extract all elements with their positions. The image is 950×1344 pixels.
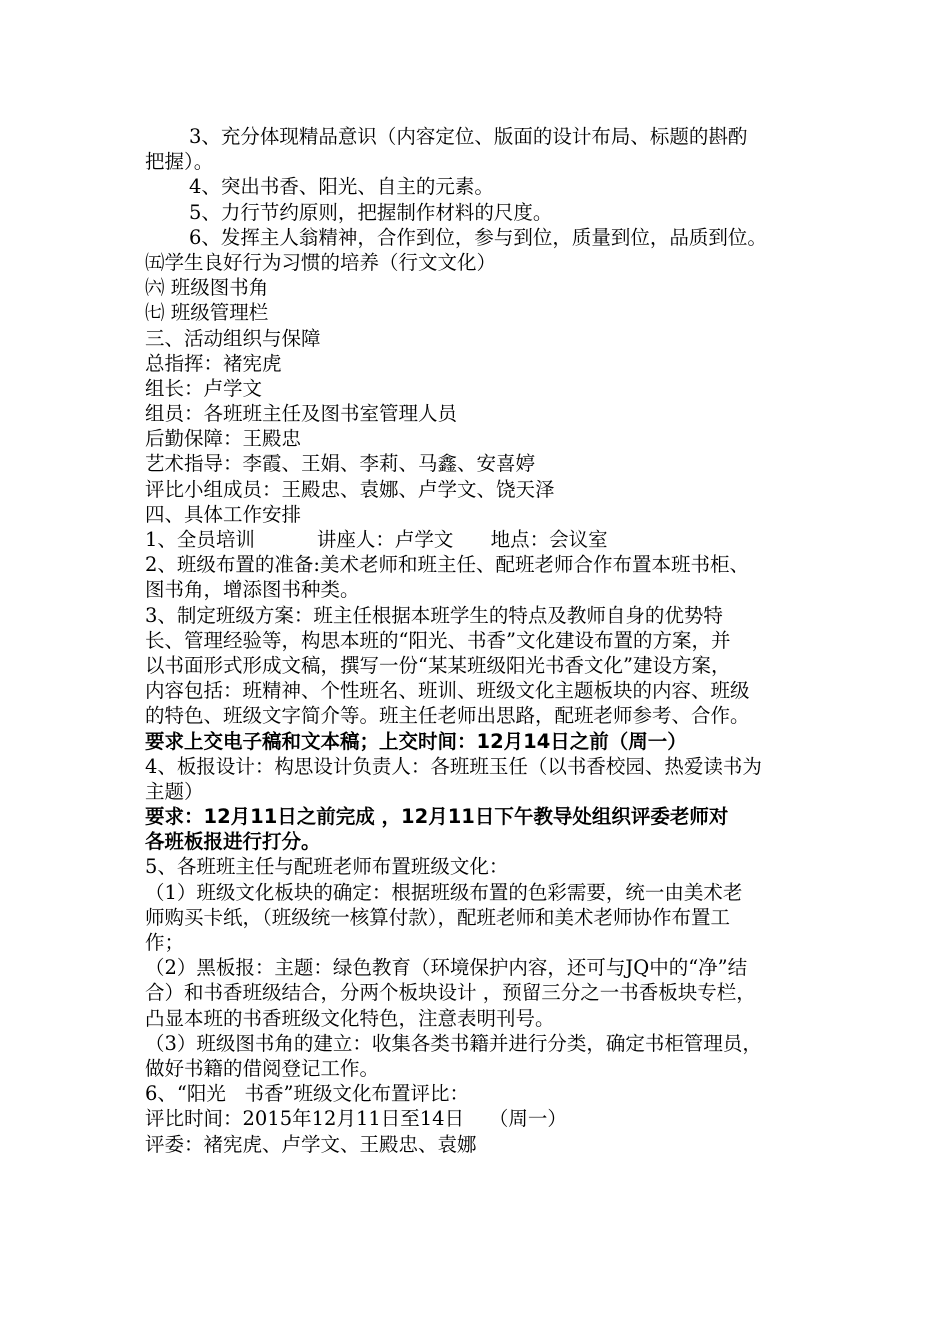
plan-line-2: 长、管理经验等，构思本班的“阳光、书香”文化建设布置的方案，并 [145,628,731,652]
art-guidance-line: 艺术指导：李霞、王娟、李莉、马鑫、安喜婷 [145,452,536,476]
judging-team-line: 评比小组成员：王殿忠、袁娜、卢学文、饶天泽 [145,477,555,501]
evaluation-time: 评比时间：2015年12月11日至14日 （周一） [145,1107,567,1131]
sub-3-line-2: 做好书籍的借阅登记工作。 [145,1056,380,1080]
board-requirement-line-1: 要求：12月11日之前完成 ，12月11日下午教导处组织评委老师对 [145,805,729,829]
sub-2-line-3: 凸显本班的书香班级文化特色，注意表明刊号。 [145,1006,555,1030]
board-requirement-line-2: 各班板报进行打分。 [145,830,321,854]
item-5: 5、力行节约原则，把握制作材料的尺度。 [189,200,553,224]
subsection-6: ㈥ 班级图书角 [145,276,269,300]
section-heading-3: 三、活动组织与保障 [145,326,321,350]
evaluation-heading: 6、“阳光 书香”班级文化布置评比： [145,1082,469,1106]
item-3-line-1: 3、充分体现精品意识（内容定位、版面的设计布局、标题的斟酌 [189,125,748,148]
class-culture-line: 5、各班班主任与配班老师布置班级文化： [145,855,509,879]
plan-line-4: 内容包括：班精神、个性班名、班训、班级文化主题板块的内容、班级 [145,679,750,703]
commander-line: 总指挥：褚宪虎 [145,351,282,375]
plan-line-5: 的特色、班级文字简介等。班主任老师出思路，配班老师参考、合作。 [145,704,750,728]
members-line: 组员：各班班主任及图书室管理人员 [145,402,458,426]
sub-1-line-1: （1）班级文化板块的确定：根据班级布置的色彩需要，统一由美术老 [145,880,743,904]
subsection-5: ㈤学生良好行为习惯的培养（行文文化） [145,250,497,274]
item-6: 6、发挥主人翁精神，合作到位，参与到位，质量到位，品质到位。 [189,225,767,249]
plan-line-3: 以书面形式形成文稿，撰写一份“某某班级阳光书香文化”建设方案， [145,653,731,677]
leader-line: 组长：卢学文 [145,376,263,400]
training-line: 1、全员培训 讲座人：卢学文 地点：会议室 [145,528,608,551]
sub-2-line-1: （2）黑板报：主题：绿色教育（环境保护内容，还可与JQ中的“净”结 [145,956,748,980]
prep-line-1: 2、班级布置的准备:美术老师和班主任、配班老师合作布置本班书柜、 [145,553,749,577]
sub-1-line-3: 作； [145,931,185,954]
document-body [145,124,815,1157]
item-4: 4、突出书香、阳光、自主的元素。 [189,175,494,199]
section-heading-4: 四、具体工作安排 [145,502,302,526]
sub-3-line-1: （3）班级图书角的建立：收集各类书籍并进行分类，确定书柜管理员， [145,1031,762,1055]
sub-2-line-2: 合）和书香班级结合，分两个板块设计 ，预留三分之一书香板块专栏， [145,981,756,1005]
logistics-line: 后勤保障：王殿忠 [145,427,302,451]
board-design-line-2: 主题） [145,779,204,803]
sub-1-line-2: 师购买卡纸，（班级统一核算付款），配班老师和美术老师协作布置工 [145,905,731,929]
judges-line: 评委：褚宪虎、卢学文、王殿忠、袁娜 [145,1132,477,1156]
prep-line-2: 图书角，增添图书种类。 [145,578,360,602]
subsection-7: ㈦ 班级管理栏 [145,301,269,325]
submission-requirement: 要求上交电子稿和文本稿；上交时间：12月14日之前（周一） [145,729,687,753]
item-3-line-2: 把握）。 [145,150,214,174]
plan-line-1: 3、制定班级方案：班主任根据本班学生的特点及教师自身的优势特 [145,603,723,627]
board-design-line-1: 4、板报设计：构思设计负责人：各班班玉任（以书香校园、热爱读书为 [145,754,762,778]
